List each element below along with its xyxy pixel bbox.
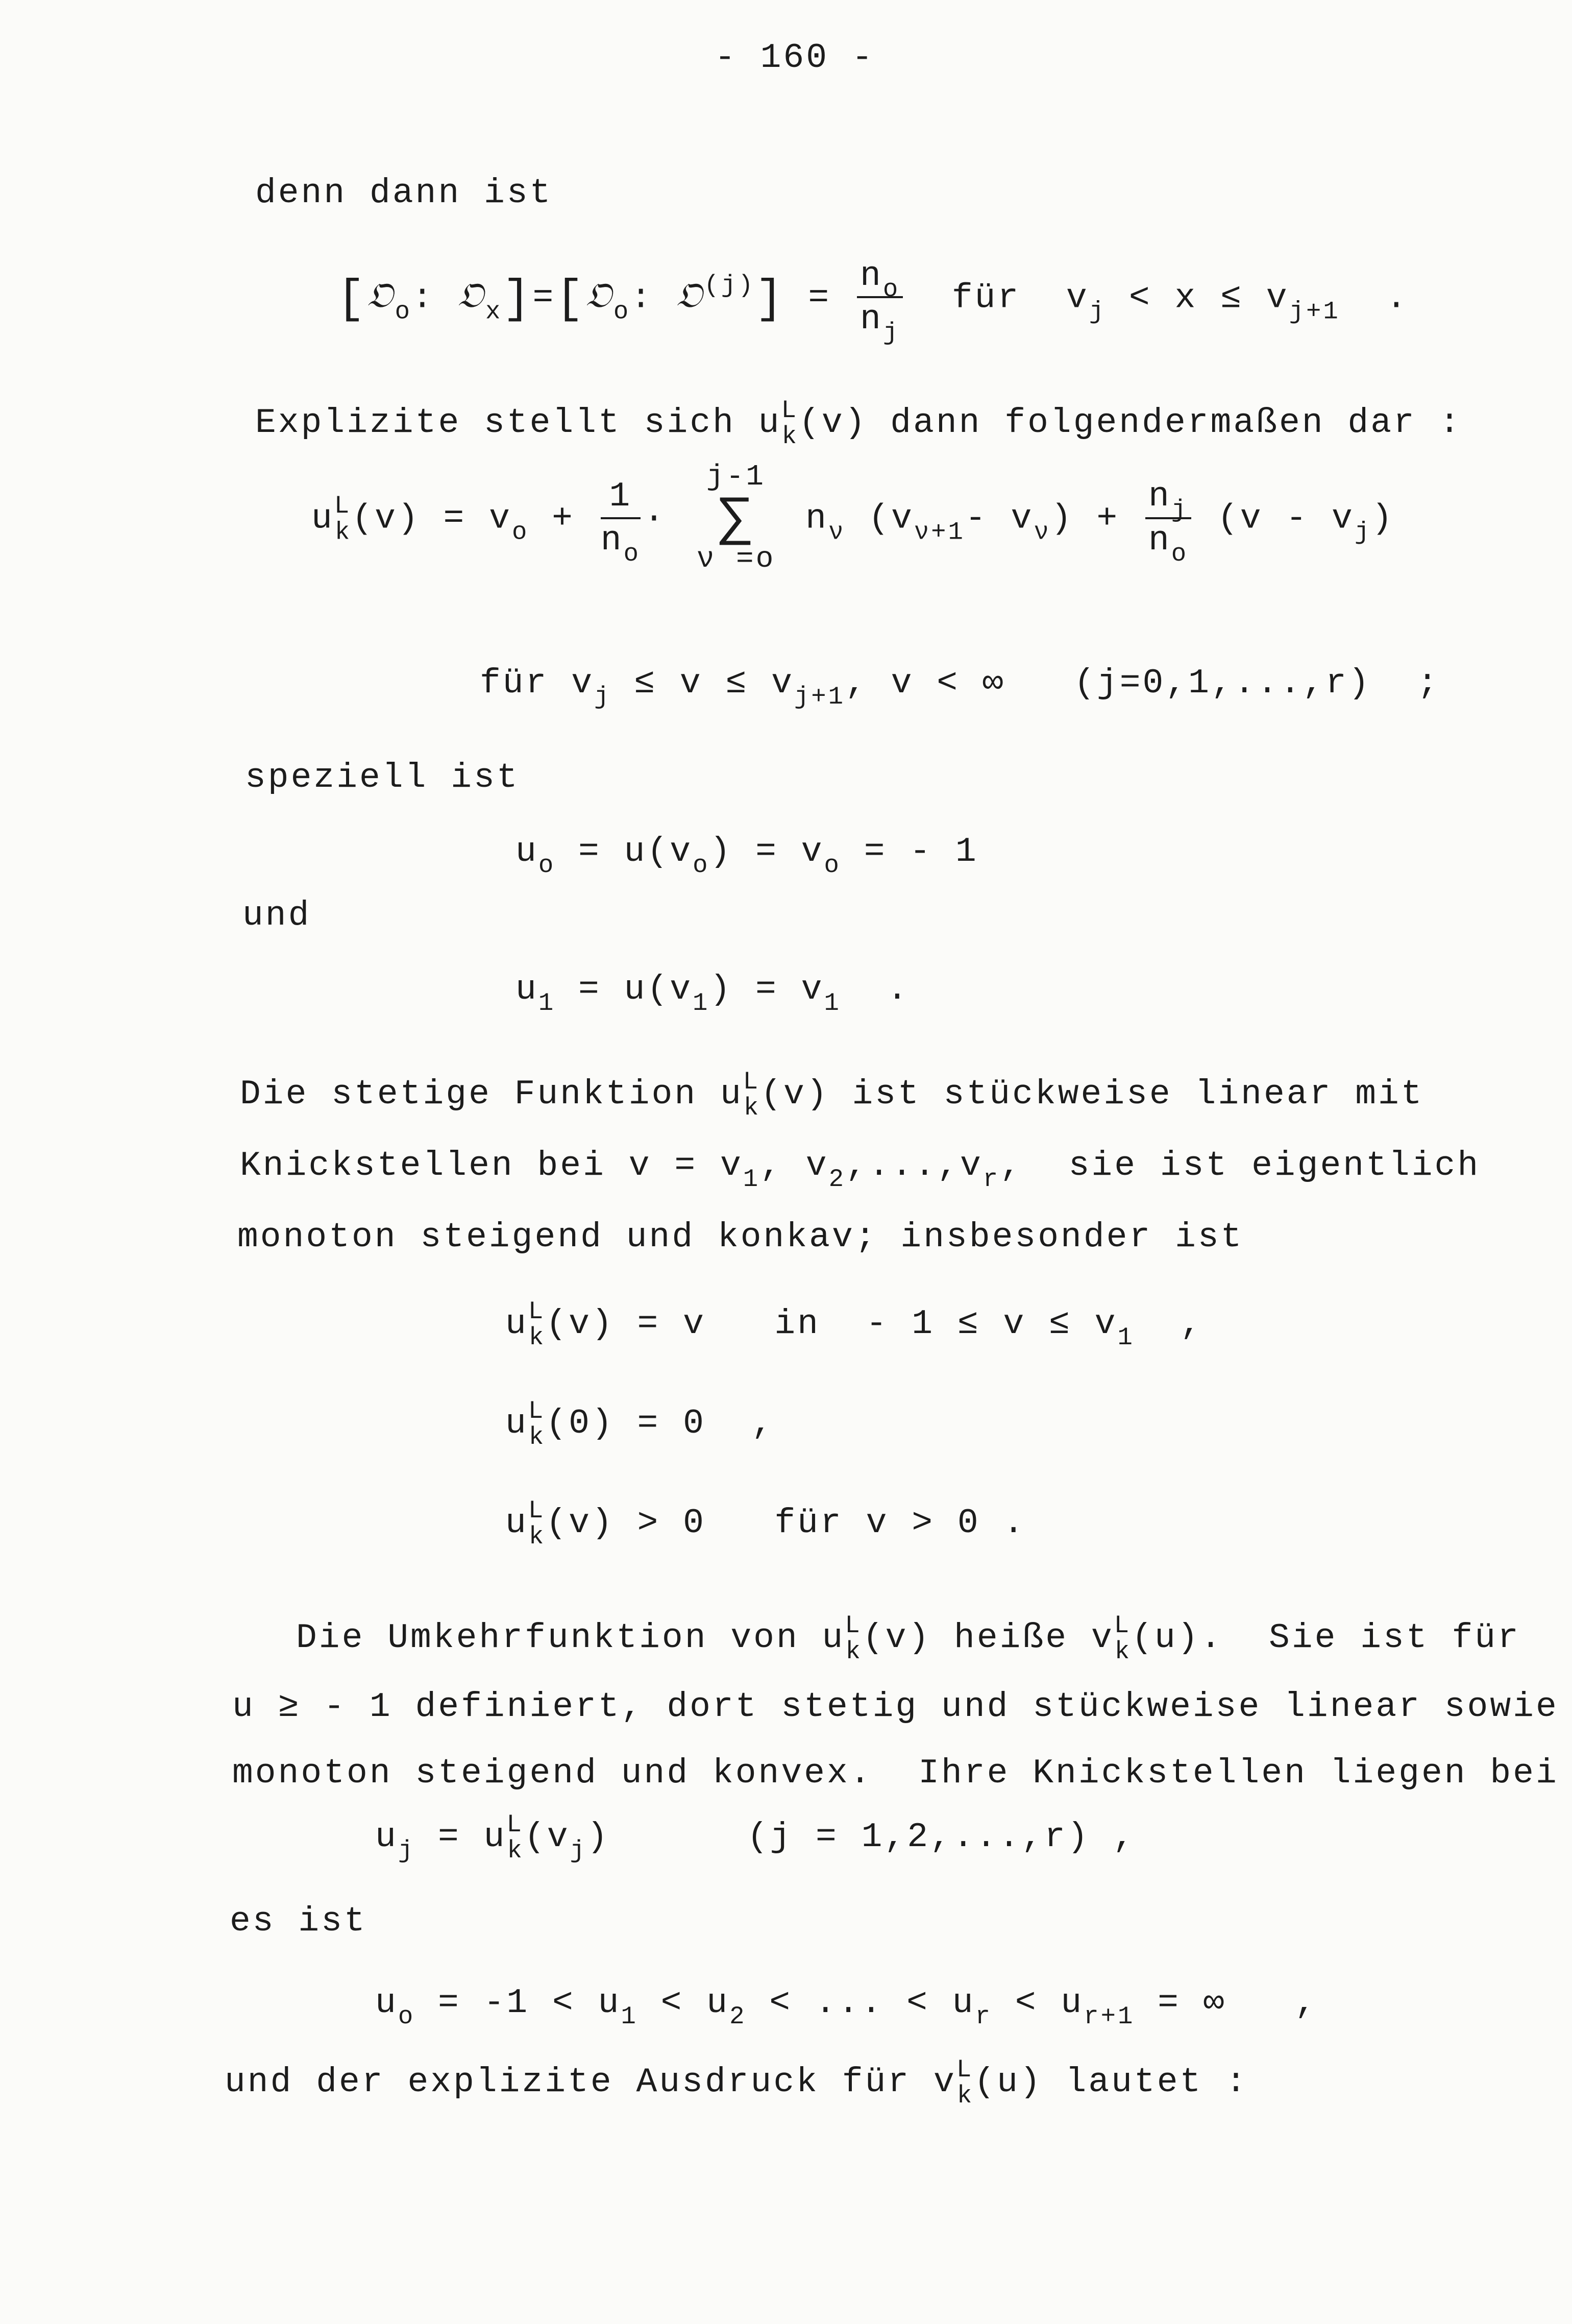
text-line: monoton steigend und konvex. Ihre Knickstellen liegen bei (232, 1754, 1559, 1793)
page-number: - 160 - (715, 38, 875, 78)
formula-index-relation: [𝔒$_o$: 𝔒$_x$]=[𝔒$_o$: 𝔒$^{(j)}$] = $\frac{n_o}{n_j}$ für $v_j < x \le v_{j+1}$ . (337, 256, 1409, 348)
text-line: Die stetige Funktion $u^L_k(v)$ ist stückweise linear mit (240, 1067, 1424, 1123)
text-line: monoton steigend und konkav; insbesonder ist (237, 1218, 1244, 1257)
text-line: denn dann ist (255, 174, 553, 213)
formula-positive: $u^L_k(v) > 0$ für v > 0 . (505, 1496, 1026, 1552)
text-line: und der explizite Ausdruck für $v^L_k(u)$ lautet : (225, 2055, 1248, 2111)
text-line: es ist (230, 1902, 367, 1941)
text-line: Die Umkehrfunktion von $u^L_k(v)$ heiße $v^L_k(u)$. Sie ist für (296, 1611, 1520, 1666)
text-line: speziell ist (245, 758, 520, 797)
formula-zero: $u^L_k(0) = 0$ , (505, 1396, 775, 1452)
text-line: Explizite stellt sich $u^L_k(v)$ dann folgendermaßen dar : (255, 396, 1462, 451)
text-line: u ≥ - 1 definiert, dort stetig und stückweise linear sowie (232, 1687, 1559, 1727)
text-line: Knickstellen bei $v = v_1$, $v_2,...,v_r$, sie ist eigentlich (240, 1146, 1481, 1194)
formula-chain: $u_o = -1 < u_1 < u_2$ < ... < $u_r < u_{r+1}$ = ∞ , (375, 1983, 1318, 2031)
formula-u1: $u_1 = u(v_1) = v_1$ . (515, 970, 910, 1018)
text-line: und (242, 896, 311, 935)
formula-explicit-u: $u^L_k(v) = v_o$ + $\frac{1}{n_o}$ · j-1 ∑ ν =o $n_\nu$ ($v_{\nu+1}-$ $v_\nu$) + $\frac{n_j}{n_o}$ $(v - v_j)$ (311, 461, 1395, 576)
formula-identity: $u^L_k(v) = v$ in - $1 \le v \le v_1$ , (505, 1297, 1203, 1352)
formula-u0: $u_o = u(v_o) = v_o$ = - 1 (515, 832, 978, 880)
formula-knick: $u_j = u^L_k(v_j)$ (j = 1,2,...,r) , (375, 1810, 1136, 1866)
formula-condition: für $v_j \le v \le v_{j+1}$, v < ∞ (j=0,1,...,r) ; (480, 664, 1440, 712)
